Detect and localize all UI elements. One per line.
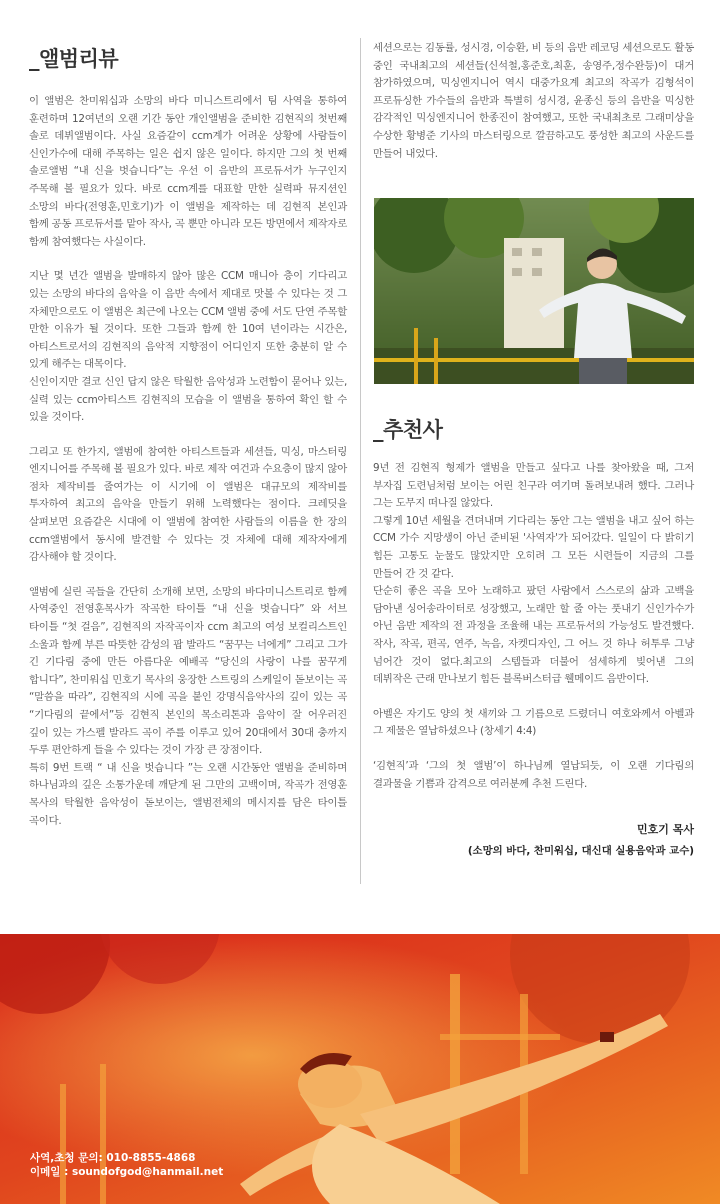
- recommendation-paragraph-1: 9년 전 김현직 형제가 앨범을 만들고 싶다고 나를 찾아왔을 때, 그저 부자집 도련님처럼 보이는 어린 친구라 여기며 돌려보내려 했다. 그러나 그는 도무지 떠나질 않았다.: [373, 462, 694, 510]
- review-continued-paragraph: 세션으로는 김동률, 성시경, 이승환, 비 등의 음반 레코딩 세션으로도 활동 중인 국내최고의 세션들(신석철,홍준호,최훈, 송영주,정수완등)이 대거 참가하였으며, 믹싱엔지니어 역시 대중가요계 최고의 작곡가 김형석이 프로듀싱한 가수들의 음반과 특별히 성시경, 윤종신 등의 음반을 믹싱한 감각적인 믹싱엔지니어 한종진이 참여했고, 또한 국내최초로 그래미상을 수상한 황병준 기사의 마스터링으로 깔끔하고도 풍성한 최고의 사운드를 만들어 내었다.: [373, 42, 694, 160]
- contact-email: 이메일 : soundofgod@hanmail.net: [30, 1166, 224, 1178]
- recommender-affiliation: (소망의 바다, 찬미워십, 대신대 실용음악과 교수): [467, 845, 694, 858]
- contact-phone: 사역,초청 문의: 010-8855-4868: [30, 1152, 196, 1164]
- review-paragraph-6: 특히 9번 트랙 “ 내 신을 벗습니다 ”는 오랜 시간동안 앨범을 준비하며 하나님과의 깊은 소통가운데 깨닫게 된 그만의 고백이며, 작곡가 전영훈 목사의 탁월한 음악성이 돋보이는, 앨범전체의 메시지를 담은 타이틀 곡이다.: [29, 761, 347, 827]
- recommendation-section: [373, 460, 694, 860]
- contact-info: [30, 1151, 223, 1179]
- artist-photo: [374, 198, 694, 384]
- recommendation-paragraph-5: ‘김현직’과 ‘그의 첫 앨범’이 하나님께 열납되듯, 이 오랜 기다림의 결과물을 기쁨과 감격으로 여러분께 추천 드린다.: [373, 759, 694, 790]
- review-paragraph-4: 그리고 또 한가지, 앨범에 참여한 아티스트들과 세션들, 믹싱, 마스터링 엔지니어를 주목해 볼 필요가 있다. 바로 제작 여건과 수요층이 많지 않아 점차 제작비를 줄여가는 이 시기에 이 앨범은 대규모의 제작비를 투자하여 최고의 음악을 만들기 위해 노력했다는 점이다. 크레딧을 살펴보면 요즘같은 시대에 이 앨범에 참여한 사람들의 이름을 한 장의 ccm앨범에서 동시에 발견할 수 있다는 것 자체에 대해 제작자에게 감사해야 할 것이다.: [29, 445, 347, 564]
- review-paragraph-1: 이 앨범은 찬미워십과 소망의 바다 미니스트리에서 팀 사역을 통하여 훈련하며 12여년의 오랜 기간 동안 개인앨범을 준비한 김현직의 첫번째 솔로 데뷔앨범이다. 사실 요즘같이 ccm계가 어려운 상황에 사람들이 신인가수에 대해 주목하는 일은 쉽지 않은 일이다. 하지만 그의 첫 번째 솔로앨범 “내 신을 벗습니다”는 우선 이 음반의 프로듀서가 누구인지 주목해 볼 필요가 있다. 바로 ccm계를 대표할 만한 실력파 뮤지션인 소망의 바다(전영훈,민호기)가 이 앨범을 제작하는 데 김현직 본인과 함께 공동 프로듀서를 맡아 작사, 곡 뿐만 아니라 모든 방면에서 제작자로 함께 참여했다는 사실이다.: [29, 95, 347, 248]
- review-paragraph-2: 지난 몇 년간 앨범을 발매하지 않아 많은 CCM 매니아 층이 기다리고 있는 소망의 바다의 음악을 이 음반 속에서 제대로 맛볼 수 있다는 것 그 자체만으로도 이 앨범은 최근에 나오는 CCM 앨범 중에 서도 단연 주목할 만한 이유가 될 것이다. 또한 그들과 함께 한 10여 년이라는 시간은, 아티스트로서의 김현직의 음악적 지향점이 어디인지 또한 충분히 알 수 있게 해주는 대목이다.: [29, 270, 347, 371]
- recommendation-heading: _추천사: [373, 418, 443, 442]
- review-paragraph-3: 신인이지만 결코 신인 답지 않은 탁월한 음악성과 노련함이 묻어나 있는, 실력 있는 ccm아티스트 김현직의 모습을 이 앨범을 통하여 확인 할 수 있을 것이다.: [29, 375, 347, 424]
- recommendation-paragraph-4: 아벨은 자기도 양의 첫 새끼와 그 기름으로 드렸더니 여호와께서 아벨과 그 제물은 열납하셨으나 (창세기 4:4): [373, 707, 694, 738]
- album-review-section: [29, 40, 347, 830]
- recommendation-paragraph-3: 단순히 좋은 곡을 모아 노래하고 팠던 사람에서 스스로의 삶과 고백을 담아낸 싱어송라이터로 성장했고, 노래만 할 줄 아는 풋내기 신인가수가 아닌 음반 제작의 전 과정을 조율해 내는 프로듀서의 가능성도 발견했다. 작사, 작곡, 편곡, 연주, 녹음, 자켓디자인, 그 어느 것 하나 허투루 그냥 넘어간 것이 없다.최고의 스텝들과 더불어 섬세하게 빚어낸 그의 데뷔작은 근래 만나보기 힘든 블록버스터급 웰메이드 음반이다.: [373, 585, 694, 686]
- recommender-name: 민호기 목사: [637, 823, 694, 837]
- column-divider: [360, 38, 361, 884]
- recommendation-paragraph-2: 그렇게 10년 세월을 견뎌내며 기다리는 동안 그는 앨범을 내고 싶어 하는 CCM 가수 지망생이 아닌 준비된 '사역자'가 되어갔다. 일일이 다 밝히기 힘든 고통도 눈물도 많았지만 오히려 그 모든 시련들이 지금의 그를 만들어 간 것 같다.: [373, 514, 694, 580]
- artist-photo-illustration: [374, 198, 694, 384]
- review-continued: [373, 40, 694, 163]
- album-review-heading: _앨범리뷰: [29, 47, 119, 71]
- review-paragraph-5: 앨범에 실린 곡들을 간단히 소개해 보면, 소망의 바다미니스트리로 함께 사역중인 전영훈목사가 작곡한 타이틀 “내 신을 벗습니다” 와 서브 타이틀 “첫 걸음”, 김현직의 자작곡이자 ccm 최고의 여성 보컬리스트인 소울과 함께 부른 따뜻한 감성의 팝 발라드 “꿈꾸는 너에게” 그리고 그가 긴 기다림 중에 만든 아름다운 예배곡 “당신의 사랑이 나를 꿈꾸게 합니다”, 찬미워십 민호기 목사의 웅장한 스트링의 스케일이 돋보이는 곡 “말씀을 따라”, 김현직의 시에 곡을 붙인 강명식음악사의 깊이 있는 곡 “기다림의 끝에서”등 김현직 본인의 목소리톤과 음악이 잘 어우러진 깊이 있는 가스펠 발라드 곡이 주를 이루고 있어 20대에서 30대 충까지 두루 편안하게 들을 수 있다는 것이 가장 큰 장점이다.: [29, 585, 347, 757]
